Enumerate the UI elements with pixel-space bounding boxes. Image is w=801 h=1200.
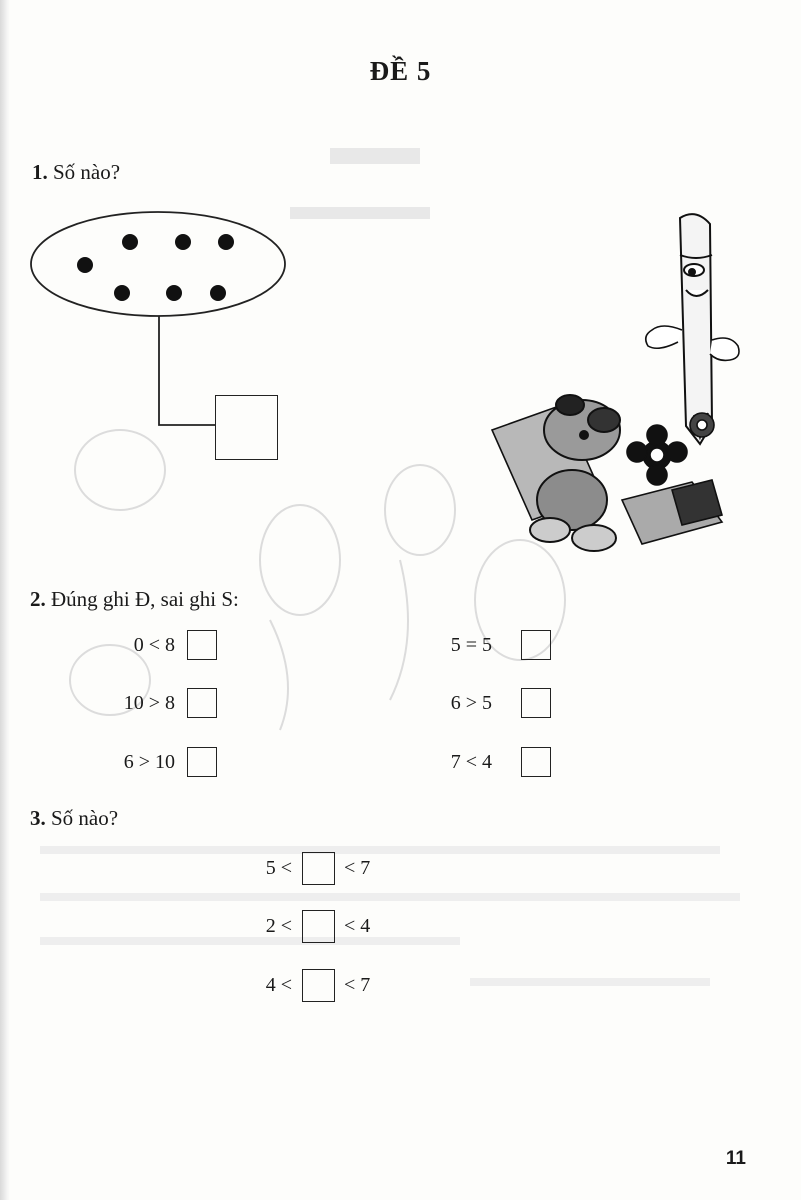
q2-left-answer-box[interactable]: [187, 688, 217, 718]
q2-left-answer-box[interactable]: [187, 630, 217, 660]
q3-row-left: 2 <: [265, 915, 292, 937]
q2-left-answer-box[interactable]: [187, 747, 217, 777]
q3-row-left: 5 <: [265, 857, 292, 879]
page-title: ĐỀ 5: [369, 56, 432, 86]
dot: [218, 234, 234, 250]
q2-left-item: 10 > 8: [123, 692, 175, 714]
dot: [114, 285, 130, 301]
q1-answer-box[interactable]: [215, 395, 278, 460]
question-3-number: 3.: [30, 806, 46, 830]
q2-left-item: 6 > 10: [123, 751, 175, 773]
q2-right-item: 7 < 4: [450, 751, 492, 773]
q3-row-right: < 7: [344, 974, 371, 996]
pencil-dog-flower-cartoon-icon: [472, 200, 752, 570]
dot-oval: [31, 212, 285, 316]
q2-right-item: 5 = 5: [450, 634, 492, 656]
q2-right-item: 6 > 5: [450, 692, 492, 714]
question-2-number: 2.: [30, 587, 46, 611]
connector-line: [159, 316, 216, 425]
q2-right-answer-box[interactable]: [521, 630, 551, 660]
q3-answer-box[interactable]: [302, 852, 335, 885]
q2-right-answer-box[interactable]: [521, 688, 551, 718]
question-1-number: 1.: [32, 160, 48, 184]
question-2-heading: [30, 587, 239, 612]
question-3-text: Số nào?: [51, 806, 119, 830]
dot: [166, 285, 182, 301]
q2-left-item: 0 < 8: [133, 634, 175, 656]
question-1-text: Số nào?: [53, 160, 121, 184]
dot: [122, 234, 138, 250]
question-3-heading: [30, 806, 118, 831]
q3-row-right: < 4: [344, 915, 371, 937]
q3-row-left: 4 <: [265, 974, 292, 996]
question-1-heading: [32, 160, 120, 185]
q3-answer-box[interactable]: [302, 969, 335, 1002]
page-edge: [0, 0, 10, 1200]
dot: [210, 285, 226, 301]
q3-answer-box[interactable]: [302, 910, 335, 943]
dot: [77, 257, 93, 273]
dot: [175, 234, 191, 250]
question-2-text: Đúng ghi Đ, sai ghi S:: [51, 587, 239, 611]
page-number: 11: [725, 1148, 746, 1169]
q3-row-right: < 7: [344, 857, 371, 879]
q2-right-answer-box[interactable]: [521, 747, 551, 777]
